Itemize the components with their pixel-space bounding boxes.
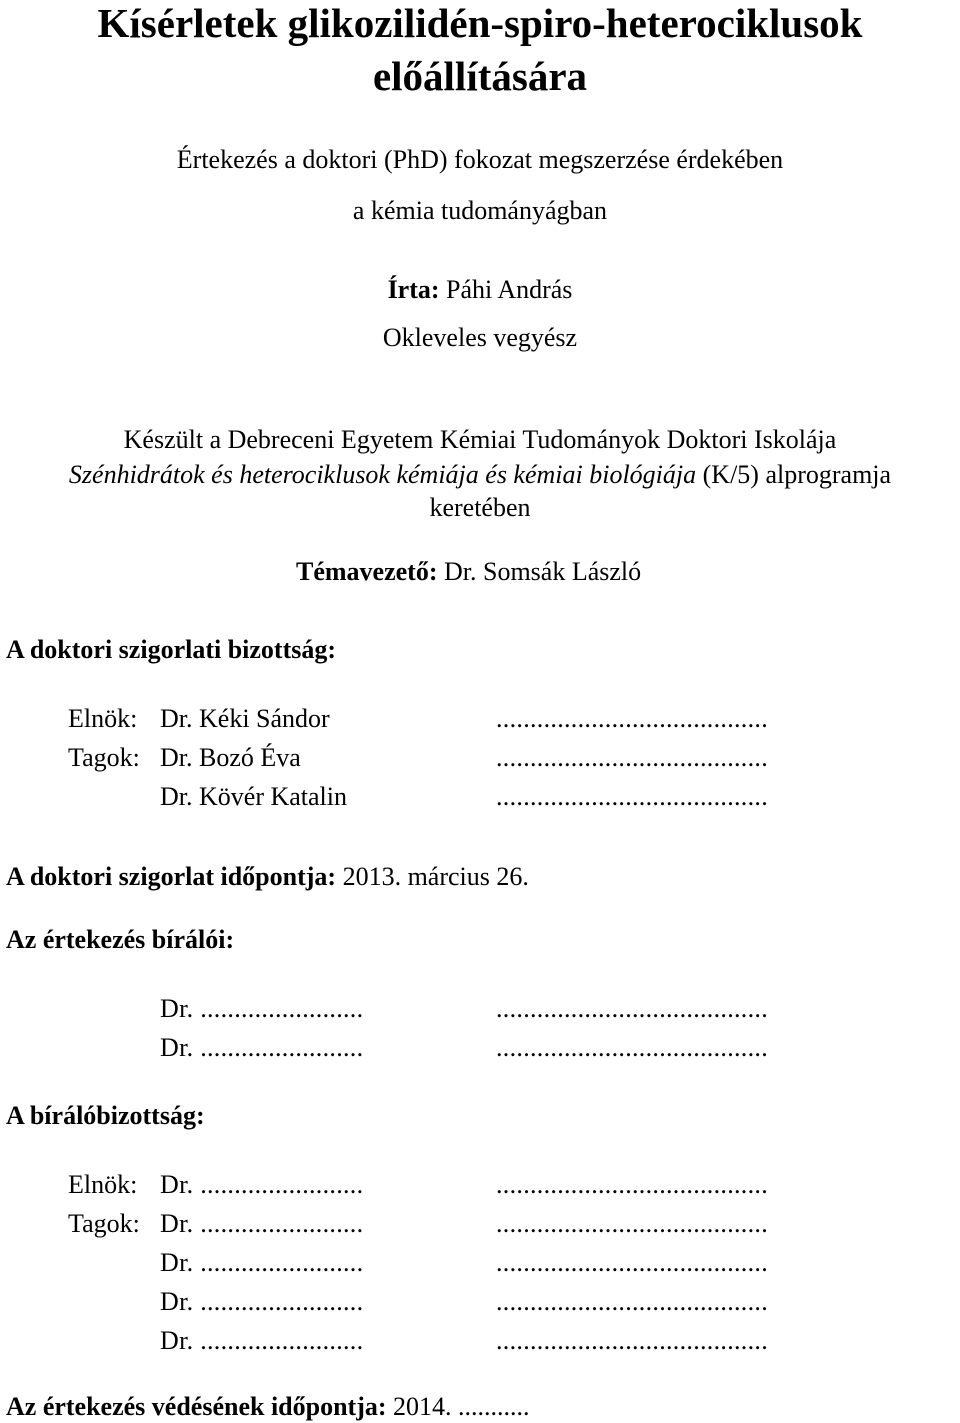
review-role-members: Tagok: (68, 1209, 140, 1238)
title-line-2: előállítására (372, 53, 588, 99)
exam-name-member-2: Dr. Kövér Katalin (160, 782, 348, 811)
exam-date-value: 2013. március 26. (342, 862, 529, 891)
exam-committee-heading: A doktori szigorlati bizottság: (6, 635, 337, 664)
exam-name-chair: Dr. Kéki Sándor (160, 704, 330, 733)
exam-role-members: Tagok: (68, 743, 140, 772)
defense-date-line (6, 1394, 530, 1420)
reviewer-sign-1: ........................................ (496, 994, 768, 1023)
title-line-1: Kísérletek glikozilidén-spiro-heterociklusok (97, 0, 863, 46)
review-committee-heading: A bírálóbizottság: (6, 1101, 205, 1130)
program-code: (K/5) alprogramja (702, 460, 892, 489)
review-name-member-3: Dr. ........................ (160, 1287, 364, 1316)
exam-date-line (6, 864, 529, 890)
reviewer-sign-2: ........................................ (496, 1033, 768, 1062)
exam-role-chair: Elnök: (68, 704, 138, 733)
exam-name-member-1: Dr. Bozó Éva (160, 743, 301, 772)
subtitle-line-2: a kémia tudományágban (352, 196, 608, 225)
review-sign-member-4: ........................................ (496, 1326, 768, 1355)
supervisor-name: Dr. Somsák László (443, 557, 642, 586)
author-label: Írta: (387, 275, 440, 304)
exam-sign-member-2: ........................................ (496, 782, 768, 811)
review-sign-member-2: ........................................ (496, 1248, 768, 1277)
subtitle-line-1: Értekezés a doktori (PhD) fokozat megszerzése érdekében (176, 145, 784, 174)
degree: Okleveles vegyész (382, 323, 578, 352)
reviewers-heading: Az értekezés bírálói: (6, 925, 235, 954)
exam-date-label: A doktori szigorlat időpontja: (6, 862, 337, 891)
school-line-1: Készült a Debreceni Egyetem Kémiai Tudományok Doktori Iskolája (123, 425, 837, 454)
reviewer-name-2: Dr. ........................ (160, 1033, 364, 1062)
review-name-member-1: Dr. ........................ (160, 1209, 364, 1238)
review-role-chair: Elnök: (68, 1170, 138, 1199)
review-sign-chair: ........................................ (496, 1170, 768, 1199)
supervisor-label: Témavezető: (296, 557, 438, 586)
review-name-member-4: Dr. ........................ (160, 1326, 364, 1355)
review-name-member-2: Dr. ........................ (160, 1248, 364, 1277)
exam-sign-chair: ........................................ (496, 704, 768, 733)
author-line (0, 277, 960, 303)
school-program-line (0, 462, 960, 488)
author-name: Páhi András (446, 275, 573, 304)
review-sign-member-1: ........................................ (496, 1209, 768, 1238)
review-name-chair: Dr. ........................ (160, 1170, 364, 1199)
defense-date-value: 2014. ........... (393, 1392, 530, 1421)
school-line-3: keretében (429, 493, 531, 522)
defense-date-label: Az értekezés védésének időpontja: (6, 1392, 387, 1421)
review-sign-member-3: ........................................ (496, 1287, 768, 1316)
program-name: Szénhidrátok és heterociklusok kémiája és kémiai biológiája (68, 460, 697, 489)
supervisor-line (296, 559, 641, 585)
reviewer-name-1: Dr. ........................ (160, 994, 364, 1023)
exam-sign-member-1: ........................................ (496, 743, 768, 772)
